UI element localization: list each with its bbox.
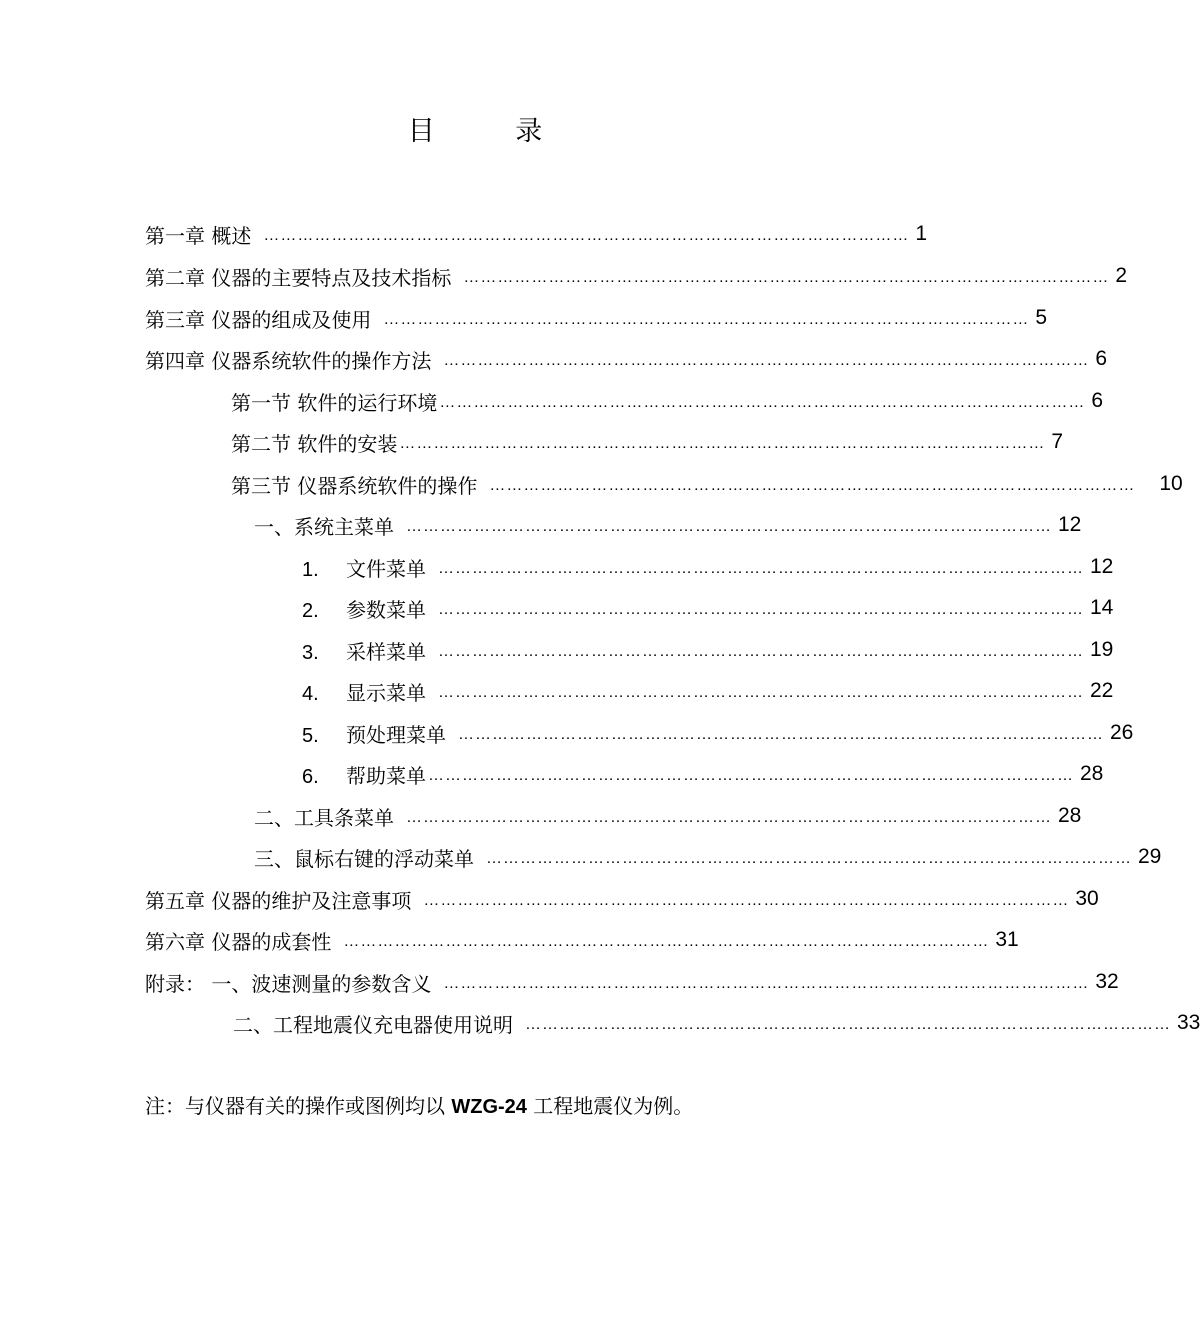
toc-page-number: 22 bbox=[1090, 679, 1114, 702]
toc-entry-label: 第五章 仪器的维护及注意事项 bbox=[145, 888, 412, 913]
toc-leader-dots: …………………………………………………………………………………………………… bbox=[438, 601, 1084, 618]
toc-entry-number: 4. bbox=[302, 682, 319, 705]
toc-leader-dots: …………………………………………………………………………………………………… bbox=[438, 643, 1084, 660]
toc-entry[interactable] bbox=[302, 714, 1134, 752]
toc-page-number: 28 bbox=[1058, 804, 1082, 827]
toc-entry[interactable] bbox=[145, 257, 1128, 295]
toc-leader-dots: …………………………………………………………………………………………………… bbox=[525, 1016, 1171, 1033]
toc-entry-text: 帮助菜单 bbox=[346, 763, 426, 788]
footnote-prefix: 注：与仪器有关的操作或图例均以 bbox=[145, 1094, 452, 1118]
toc-page-number: 2 bbox=[1115, 264, 1128, 287]
toc-leader-dots: …………………………………………………………………………………………………… bbox=[263, 227, 910, 244]
toc-entry-label: 第四章 仪器系统软件的操作方法 bbox=[145, 348, 432, 373]
toc-page-number: 5 bbox=[1035, 306, 1048, 329]
toc-page-number: 12 bbox=[1058, 513, 1082, 536]
toc-entry[interactable] bbox=[231, 423, 1064, 461]
toc-page-number: 33 bbox=[1177, 1011, 1200, 1034]
toc-leader-dots: …………………………………………………………………………………………………… bbox=[423, 892, 1070, 909]
toc-entry[interactable] bbox=[233, 1004, 1200, 1042]
toc-entry-label bbox=[302, 760, 426, 789]
toc-entry-label: 第三章 仪器的组成及使用 bbox=[145, 307, 372, 332]
toc-entry[interactable] bbox=[302, 672, 1114, 710]
toc-entry-label bbox=[302, 636, 426, 665]
toc-entry-number: 3. bbox=[302, 641, 319, 664]
toc-leader-dots: …………………………………………………………………………………………………… bbox=[399, 435, 1046, 452]
toc-entry[interactable] bbox=[302, 589, 1114, 627]
toc-entry[interactable] bbox=[254, 838, 1162, 876]
toc-leader-dots: …………………………………………………………………………………………………… bbox=[438, 560, 1084, 577]
toc-entry-label: 三、鼠标右键的浮动菜单 bbox=[254, 846, 474, 871]
footnote bbox=[145, 1090, 693, 1119]
toc-leader-dots: …………………………………………………………………………………………………… bbox=[406, 518, 1052, 535]
toc-entry-label: 二、工具条菜单 bbox=[254, 805, 394, 830]
toc-page-number: 28 bbox=[1080, 762, 1104, 785]
toc-leader-dots: …………………………………………………………………………………………………… bbox=[486, 850, 1132, 867]
toc-entry[interactable] bbox=[231, 382, 1104, 420]
toc-entry[interactable] bbox=[302, 631, 1114, 669]
toc-leader-dots: …………………………………………………………………………………………………… bbox=[458, 726, 1104, 743]
toc-entry-number: 1. bbox=[302, 558, 319, 581]
toc-page-number: 30 bbox=[1075, 887, 1099, 910]
toc-entry[interactable] bbox=[302, 755, 1104, 793]
toc-leader-dots: …………………………………………………………………………………………………… bbox=[343, 933, 990, 950]
toc-entry-label bbox=[302, 553, 426, 582]
toc-entry-label: 第六章 仪器的成套性 bbox=[145, 929, 332, 954]
toc-page-number: 7 bbox=[1051, 430, 1064, 453]
toc-entry-text: 预处理菜单 bbox=[346, 722, 446, 747]
toc-entry-label: 附录： 一、波速测量的参数含义 bbox=[145, 971, 432, 996]
toc-leader-dots: …………………………………………………………………………………………………… bbox=[439, 394, 1086, 411]
toc-page-number: 31 bbox=[995, 928, 1019, 951]
toc-leader-dots: …………………………………………………………………………………………………… bbox=[443, 352, 1090, 369]
toc-entry-text: 参数菜单 bbox=[346, 597, 426, 622]
toc-entry-label: 第一节 软件的运行环境 bbox=[231, 390, 438, 415]
toc-entry-label: 一、系统主菜单 bbox=[254, 514, 394, 539]
toc-leader-dots: …………………………………………………………………………………………………… bbox=[406, 809, 1052, 826]
page-title: 目 录 bbox=[407, 116, 579, 147]
toc-entry[interactable] bbox=[145, 299, 1048, 337]
toc-entry-label bbox=[302, 719, 446, 748]
footnote-model: WZG-24 bbox=[451, 1096, 527, 1118]
toc-leader-dots: …………………………………………………………………………………………………… bbox=[463, 269, 1110, 286]
toc-entry-number: 5. bbox=[302, 724, 319, 747]
toc-entry-label bbox=[302, 594, 426, 623]
toc-entry-label: 二、工程地震仪充电器使用说明 bbox=[233, 1012, 513, 1037]
toc-entry[interactable] bbox=[145, 921, 1019, 959]
toc-page-number: 32 bbox=[1095, 970, 1119, 993]
toc-entry-text: 显示菜单 bbox=[346, 680, 426, 705]
toc-page-number: 6 bbox=[1091, 389, 1104, 412]
footnote-suffix: 工程地震仪为例。 bbox=[526, 1094, 694, 1118]
toc-entry[interactable] bbox=[231, 465, 1183, 503]
toc-entry[interactable] bbox=[145, 340, 1108, 378]
toc-leader-dots: …………………………………………………………………………………………………… bbox=[428, 767, 1074, 784]
toc-page-number: 26 bbox=[1110, 721, 1134, 744]
toc-entry-text: 采样菜单 bbox=[346, 639, 426, 664]
toc-leader-dots: …………………………………………………………………………………………………… bbox=[438, 684, 1084, 701]
toc-entry[interactable] bbox=[254, 797, 1082, 835]
toc-entry[interactable] bbox=[302, 548, 1114, 586]
toc-entry-number: 2. bbox=[302, 599, 319, 622]
toc-page-number: 29 bbox=[1138, 845, 1162, 868]
toc-entry-number: 6. bbox=[302, 765, 319, 788]
toc-leader-dots: …………………………………………………………………………………………………… bbox=[383, 311, 1030, 328]
toc-entry[interactable] bbox=[145, 963, 1119, 1001]
toc-entry[interactable] bbox=[145, 215, 928, 253]
toc-entry-label bbox=[302, 677, 426, 706]
toc-leader-dots: …………………………………………………………………………………………………… bbox=[489, 477, 1136, 494]
toc-entry-text: 文件菜单 bbox=[346, 556, 426, 581]
toc-entry-label: 第二章 仪器的主要特点及技术指标 bbox=[145, 265, 452, 290]
toc-entry[interactable] bbox=[145, 880, 1099, 918]
toc-page-number: 12 bbox=[1090, 555, 1114, 578]
toc-entry-label: 第二节 软件的安装 bbox=[231, 431, 398, 456]
toc-leader-dots: …………………………………………………………………………………………………… bbox=[443, 975, 1090, 992]
toc-page-number: 14 bbox=[1090, 596, 1114, 619]
toc-page-number: 1 bbox=[915, 222, 928, 245]
toc-page-number: 10 bbox=[1159, 472, 1183, 495]
toc-entry[interactable] bbox=[254, 506, 1082, 544]
toc-entry-label: 第一章 概述 bbox=[145, 223, 252, 248]
toc-page-number: 6 bbox=[1095, 347, 1108, 370]
toc-page-number: 19 bbox=[1090, 638, 1114, 661]
toc-entry-label: 第三节 仪器系统软件的操作 bbox=[231, 473, 478, 498]
